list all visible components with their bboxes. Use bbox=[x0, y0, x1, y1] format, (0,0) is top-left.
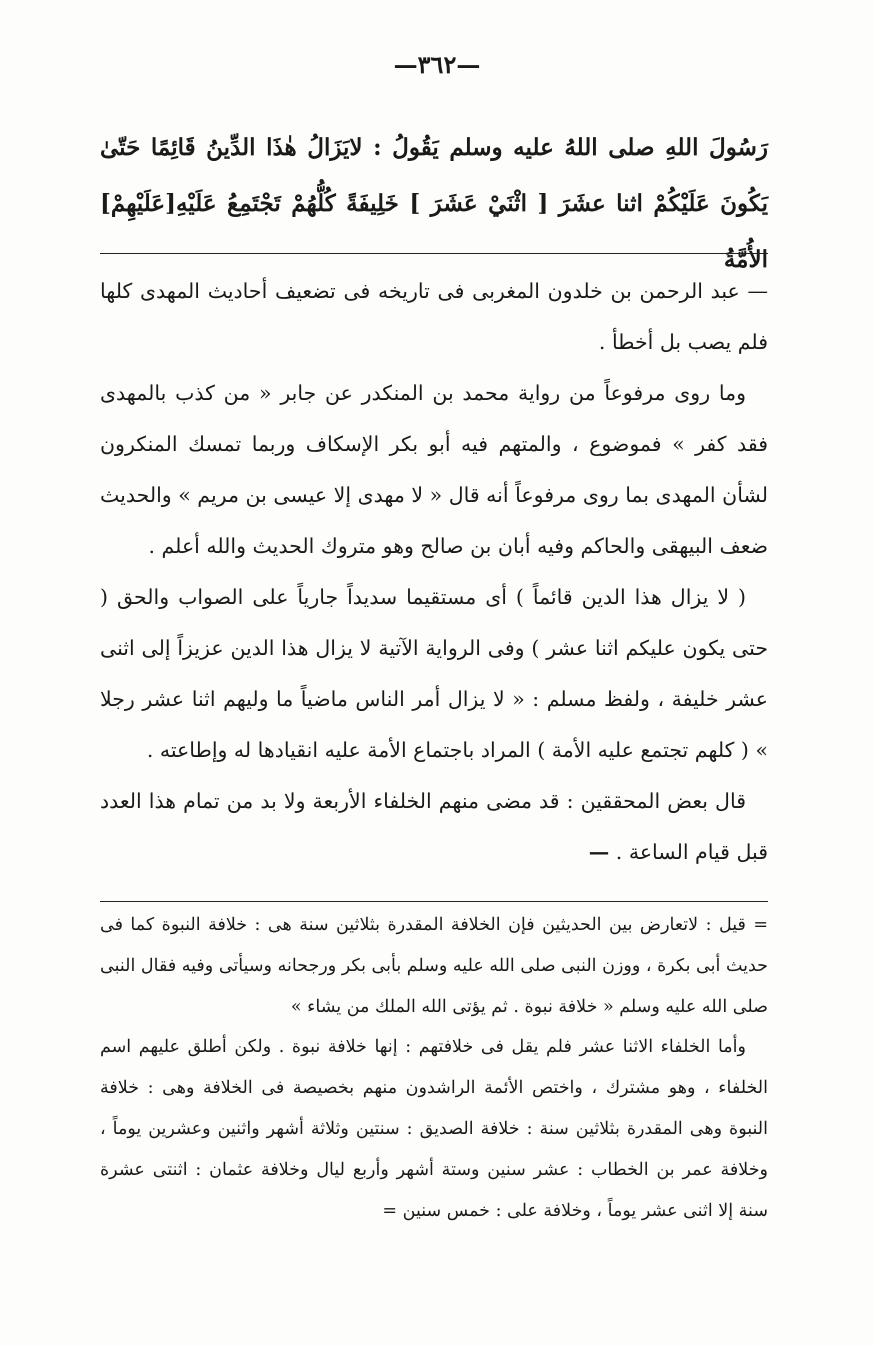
section-divider-top bbox=[100, 253, 768, 254]
footnote-section bbox=[100, 905, 768, 1231]
continuation-dash: — bbox=[588, 840, 610, 864]
page-number: —٣٦٢— bbox=[393, 50, 481, 79]
commentary-paragraph-4 bbox=[100, 776, 768, 878]
footnote-paragraph-1: = قيل : لاتعارض بين الحديثين فإن الخلافة المقدرة بثلاثين سنة هى : خلافة النبوة كما فى حديث أبى بكرة ، ووزن النبى صلى الله عليه وسلم بأبى بكر ورجحانه وسيأتى وفيه فقال النبى صلى الله عليه وسلم « خلافة نبوة . ثم يؤتى الله الملك من يشاء » bbox=[100, 915, 768, 1017]
commentary-section bbox=[100, 266, 768, 878]
commentary-paragraph-3: ( لا يزال هذا الدين قائماً ) أى مستقيما سديداً جارياً على الصواب والحق ( حتى يكون عليكم اثنا عشر ) وفى الرواية الآتية لا يزال هذا الدين عزيزاً إلى اثنى عشر خليفة ، ولفظ مسلم : « لا يزال أمر الناس ماضياً ما وليهم اثنا عشر رجلا » ( كلهم تجتمع عليه الأمة ) المراد باجتماع الأمة عليه انقيادها له وإطاعته . bbox=[100, 585, 768, 762]
commentary-paragraph-2: وما روى مرفوعاً من رواية محمد بن المنكدر عن جابر « من كذب بالمهدى فقد كفر » فموضوع ، والمتهم فيه أبو بكر الإسكاف وربما تمسك المنكرون لشأن المهدى بما روى مرفوعاً أنه قال « لا مهدى إلا عيسى بن مريم » والحديث ضعف البيهقى والحاكم وفيه أبان بن صالح وهو متروك الحديث والله أعلم . bbox=[100, 381, 768, 558]
footnote-divider bbox=[100, 901, 768, 902]
footnote-paragraph-2: وأما الخلفاء الاثنا عشر فلم يقل فى خلافتهم : إنها خلافة نبوة . ولكن أطلق عليهم اسم الخلفاء ، وهو مشترك ، واختص الأئمة الراشدون منهم بخصيصة فى الخلافة وهى : خلافة النبوة وهى المقدرة بثلاثين سنة : خلافة الصديق : سنتين وثلاثة أشهر واثنين وعشرين يوماً ، وخلافة عمر بن الخطاب : عشر سنين وستة أشهر وأربع ليال وخلافة عثمان : اثنتى عشرة سنة إلا اثنى عشر يوماً ، وخلافة على : خمس سنين = bbox=[100, 1037, 768, 1221]
hadith-text: رَسُولَ اللهِ صلى اللهُ عليه وسلم يَقُولُ : لايَزَالُ هٰذَا الدِّينُ قَائِمًا حَتّىٰ يَكُونَ عَلَيْكُمْ اثنا عشَرَ [ اثْنَيْ عَشَرَ ] خَلِيفَةً كُلُّهُمْ تَجْتَمِعُ عَلَيْهِ[عَلَيْهِمْ] الأُمَّةُ bbox=[100, 134, 768, 273]
commentary-paragraph-1: — عبد الرحمن بن خلدون المغربى فى تاريخه فى تضعيف أحاديث المهدى كلها فلم يصب بل أخطأ . bbox=[100, 279, 768, 354]
commentary-paragraph-4-text: قال بعض المحققين : قد مضى منهم الخلفاء الأربعة ولا بد من تمام هذا العدد قبل قيام الساعة . bbox=[100, 789, 768, 864]
